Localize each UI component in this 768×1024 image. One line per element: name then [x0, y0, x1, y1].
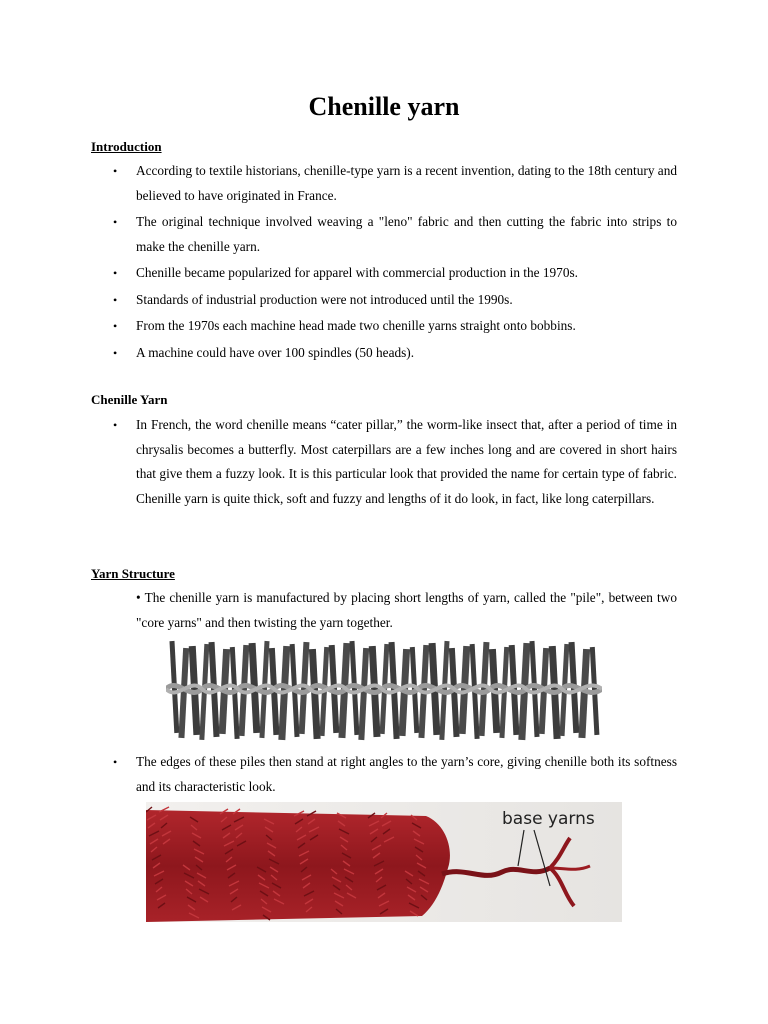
bullet-icon: •	[113, 319, 118, 333]
introduction-heading: Introduction	[91, 139, 162, 154]
list-item: • According to textile historians, chenille-type yarn is a recent invention, dating to the 18th century and believed to have originated in France.	[91, 159, 677, 208]
yarn-structure-list	[91, 750, 677, 801]
list-item: • The edges of these piles then stand at right angles to the yarn’s core, giving chenille both its softness and its characteristic look.	[91, 750, 677, 799]
list-item: • Standards of industrial production were not introduced until the 1990s.	[91, 288, 677, 313]
bullet-icon: •	[113, 345, 118, 360]
bullet-icon: •	[113, 418, 118, 432]
list-item: • From the 1970s each machine head made two chenille yarns straight onto bobbins.	[91, 314, 677, 339]
bullet-icon: •	[113, 292, 118, 307]
base-yarns-label: base yarns	[502, 809, 595, 829]
bullet-icon: •	[113, 215, 118, 229]
bullet-icon: •	[113, 164, 118, 178]
list-item: • The original technique involved weaving a "leno" fabric and then cutting the fabric into strips to make the chenille yarn.	[91, 210, 677, 259]
yarn-structure-heading: Yarn Structure	[91, 566, 175, 581]
chenille-yarn-heading: Chenille Yarn	[91, 392, 168, 407]
chenille-yarn-list	[91, 413, 677, 513]
yarn-body	[146, 810, 450, 922]
chenille-yarn-photo	[146, 802, 622, 922]
list-item: • Chenille became popularized for apparel with commercial production in the 1970s.	[91, 261, 677, 286]
bullet-icon: •	[113, 266, 118, 280]
page-title: Chenille yarn	[308, 92, 460, 121]
introduction-list	[91, 159, 677, 367]
list-item: • A machine could have over 100 spindles (50 heads).	[91, 341, 677, 366]
list-item: • In French, the word chenille means “cater pillar,” the worm-like insect that, after a period of time in chrysalis becomes a butterfly. Most caterpillars are a few inches long and are covered in short hairs that give them a fuzzy look. It is this particular look that provided the name for certain type of fabric. Chenille yarn is quite thick, soft and fuzzy and lengths of it do look, in fact, like long caterpillars.	[91, 413, 677, 511]
bullet-icon: •	[113, 755, 118, 769]
yarn-structure-paragraph: • The chenille yarn is manufactured by placing short lengths of yarn, called the "pile", between two "core yarns" and then twisting the yarn together.	[136, 590, 677, 630]
chenille-structure-illustration	[166, 637, 602, 743]
